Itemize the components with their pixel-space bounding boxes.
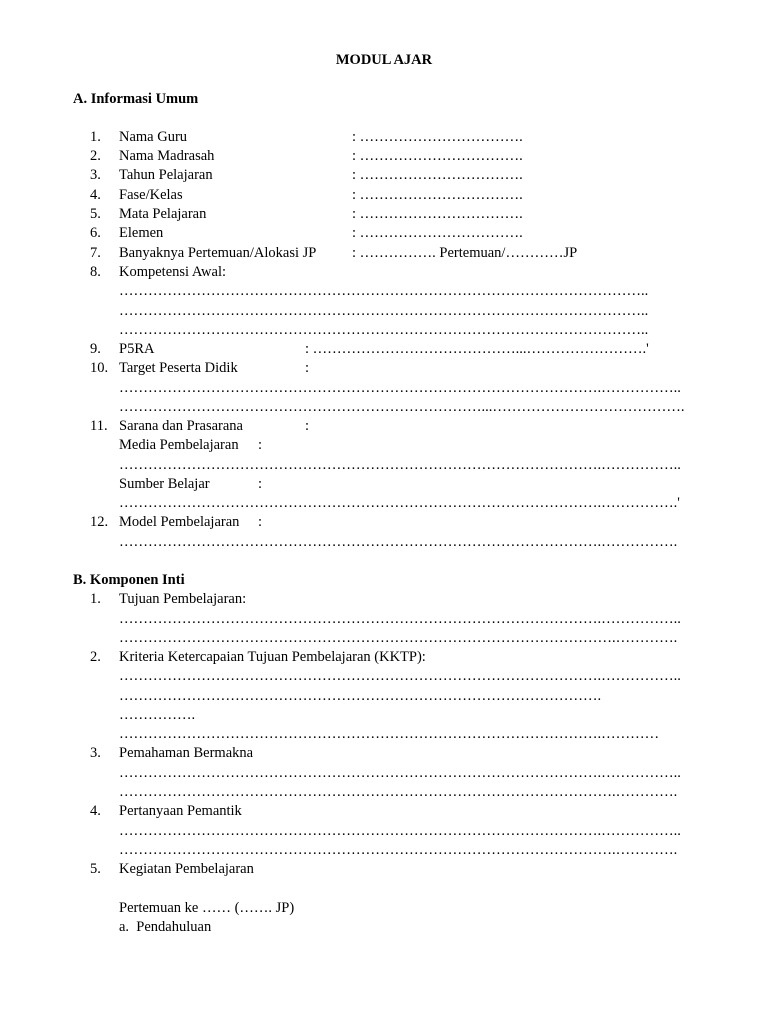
fill-line: ……………………………………………………………………………………….…………….. [119,765,681,781]
fill-line: ……………………………………………………………………………………………….. [119,283,649,299]
list-item-number: 3. [90,167,101,183]
list-item-number: 3. [90,745,101,761]
fill-line: ……………………………………………………………………………………….…………….' [119,495,680,511]
list-item-number: 4. [90,187,101,203]
list-item-number: 7. [90,245,101,261]
field-label-sumber-belajar: Sumber Belajar [119,476,210,492]
field-label-model-pembelajaran: Model Pembelajaran [119,514,240,530]
field-label-p5ra: P5RA [119,341,155,357]
field-value-elemen: : ……………………………. [352,225,523,241]
list-item-number: 10. [90,360,109,376]
fill-line: ……………………………………………………………………………………….………… [119,726,660,742]
sub-item-pendahuluan: a. Pendahuluan [119,919,212,935]
field-value-mata-pelajaran: : ……………………………. [352,206,523,222]
field-label-kktp: Kriteria Ketercapaian Tujuan Pembelajaran (KKTP): [119,649,426,665]
field-colon: : [258,476,263,492]
field-label-nama-guru: Nama Guru [119,129,188,145]
field-label-sarana-prasarana: Sarana dan Prasarana [119,418,243,434]
list-item-number: 2. [90,649,101,665]
fill-line: ……………………………………………………………………………………….…………….. [119,611,681,627]
field-value-tahun-pelajaran: : ……………………………. [352,167,523,183]
field-label-kompetensi-awal: Kompetensi Awal: [119,264,227,280]
field-label-pertanyaan-pemantik: Pertanyaan Pemantik [119,803,242,819]
fill-line: ………………………………………………………………………………………. [119,688,602,704]
field-colon: : [258,514,263,530]
field-label-media-pembelajaran: Media Pembelajaran [119,437,239,453]
section-b-heading: B. Komponen Inti [73,572,185,588]
field-label-alokasi-jp: Banyaknya Pertemuan/Alokasi JP [119,245,317,261]
field-colon: : [305,418,310,434]
field-colon: : [305,360,310,376]
fill-line: ………………………………………………………………………………………….…………. [119,842,678,858]
field-value-nama-guru: : ……………………………. [352,129,523,145]
list-item-number: 1. [90,591,101,607]
field-value-p5ra: : ……………………………………...…………………….' [305,341,649,357]
fill-line: ……………. [119,707,196,723]
fill-line: ………………………………………………………………………………………….…………. [119,630,678,646]
list-item-number: 5. [90,861,101,877]
field-value-fase-kelas: : ……………………………. [352,187,523,203]
list-item-number: 11. [90,418,108,434]
list-item-number: 9. [90,341,101,357]
document-title: MODUL AJAR [335,52,433,68]
fill-line: ………………………………………………………………………………………….…………. [119,784,678,800]
list-item-number: 6. [90,225,101,241]
list-item-number: 1. [90,129,101,145]
field-value-alokasi-jp: : ……………. Pertemuan/…………JP [352,245,578,261]
field-value-nama-madrasah: : ……………………………. [352,148,523,164]
fill-line: ……………………………………………………………………………………….…………….. [119,823,681,839]
field-label-pemahaman-bermakna: Pemahaman Bermakna [119,745,254,761]
field-colon: : [258,437,263,453]
field-label-target-peserta-didik: Target Peserta Didik [119,360,238,376]
fill-line: ……………………………………………………………………………………….……………. [119,534,678,550]
field-label-fase-kelas: Fase/Kelas [119,187,183,203]
list-item-number: 2. [90,148,101,164]
field-label-kegiatan-pembelajaran: Kegiatan Pembelajaran [119,861,254,877]
fill-line: ……………………………………………………………………………………….…………….. [119,457,681,473]
fill-line: ……………………………………………………………………………………………….. [119,322,649,338]
field-label-elemen: Elemen [119,225,164,241]
field-label-tujuan-pembelajaran: Tujuan Pembelajaran: [119,591,247,607]
list-item-number: 5. [90,206,101,222]
field-label-nama-madrasah: Nama Madrasah [119,148,215,164]
pertemuan-line: Pertemuan ke …… (……. JP) [119,900,295,916]
list-item-number: 8. [90,264,101,280]
fill-line: ……………………………………………………………………………………………….. [119,303,649,319]
section-a-heading: A. Informasi Umum [73,91,199,107]
list-item-number: 12. [90,514,109,530]
fill-line: …………………………………………………………………...…………………………………. [119,399,685,415]
fill-line: ……………………………………………………………………………………….…………….. [119,380,681,396]
field-label-mata-pelajaran: Mata Pelajaran [119,206,207,222]
list-item-number: 4. [90,803,101,819]
fill-line: ……………………………………………………………………………………….…………….. [119,668,681,684]
field-label-tahun-pelajaran: Tahun Pelajaran [119,167,213,183]
